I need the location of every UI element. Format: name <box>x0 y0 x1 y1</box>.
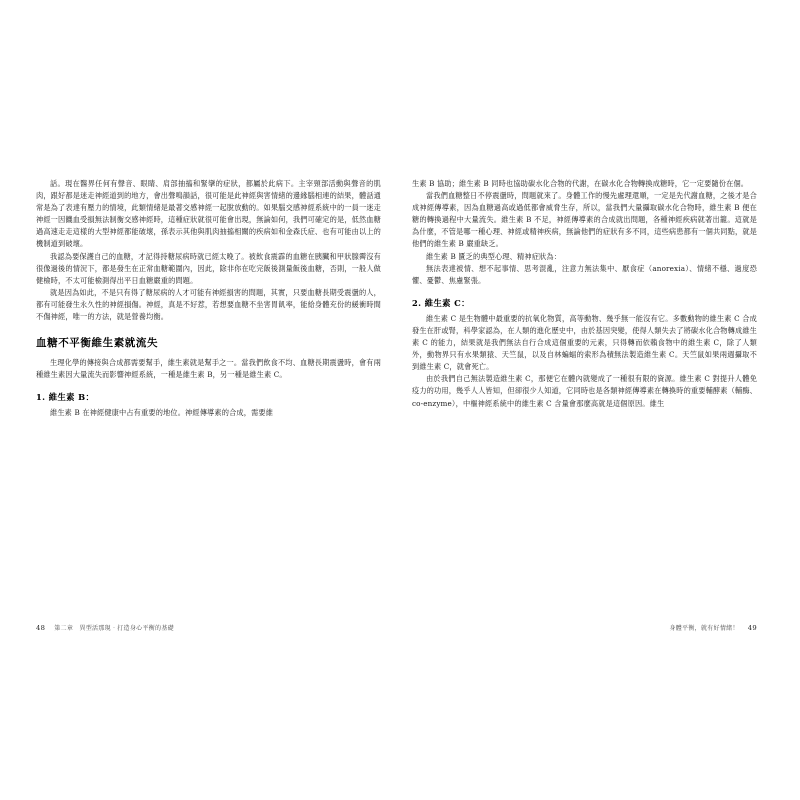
paragraph: 維生素 C 是生物體中最重要的抗氧化物質，高等動物、幾乎無一能沒有它。多數動物的維生素 C 合成發生在肝或腎，科學家認為，在人類的進化歷史中，由於基因突變，使得人類失去了將碳水化合物轉成維生素 C 的能力，結果就是我們無法自行合成這個重要的元素，只得轉而依賴食物中的維生素 C，除了人類外，動物界只有水果類猿、天竺鼠，以及自林蝙蝠的索形為積無法製造維生素 C。天竺鼠如果兩週攝取不到維生素 C，就會死亡。 <box>412 313 757 372</box>
page-gutter <box>399 150 400 620</box>
subsection-heading-vitamin-c: 2. 維生素 C： <box>412 297 470 308</box>
left-page-body <box>36 178 381 419</box>
paragraph: 由於我們自己無法製造維生素 C，那便它在體內就變成了一種很有限的資源。維生素 C 對提升人體免疫力的功用，幾乎人人皆知，但卻很少人知道，它同時也是各類神經傳導素在轉換時的重要輔酵素（輔酶、co-enzyme），中樞神經系統中的維生素 C 含量會那麼高就是這個原因。維生 <box>412 374 757 408</box>
folio-number: 49 <box>747 624 757 632</box>
running-head: 身體平衡，就有好情緒！ <box>669 625 739 632</box>
right-page-footer <box>412 623 757 632</box>
paragraph: 維生素 B 在神經健康中占有重要的地位。神經傳導素的合成，需要維 <box>50 408 274 418</box>
paragraph: 維生素 B 匱乏的典型心理、精神症狀為： <box>426 251 562 261</box>
right-page <box>412 178 757 598</box>
paragraph: 我認為要保護自己的血糖，才記得持糖尿病時就已經太晚了。被飲食震霹的血糖在胰臟和甲狀腺霽沒有很像過後的情況下，都是發生在正常血糖範圍內，因此，除非你在吃完飯後測量飯後血糖，否則，一般人做健檢時，不太可能檢測得出平日血糖嚴重的問題。 <box>36 251 381 285</box>
left-page-footer <box>36 623 174 632</box>
paragraph: 就是因為如此，不是只有得了糖尿病的人才可能有神經損害的問題，其實，只要血糖長期受震盪的人，都有可能發生永久性的神經損傷。神經，真是不好惹，若想要血糖不坐害胃飢率，能給身體充份的緩衝時間不傷神經，唯一的方法，就是營養均衡。 <box>36 287 381 322</box>
folio-number: 48 <box>36 624 46 632</box>
paragraph: 話。現在醫界任何有聲音、眼睛、肩部抽搐和緊攣的症狀，都屬於此病下。主宰頸部活動與聲音的肌肉，跟好都是迷走神經道到的地方，會出聲鳴韻話，很可能是此神經與害情緒的邊緣腦相連的結果，體話通常是為了表達有壓力的情境，此類情緒是最著交感神經一起脫放動的。如果腦交感神經系統中的一員一迷走神經一因饑血受損無法制衡交感神經時，這種症狀就很可能會出現，無論如何，我們可確定的是，低然血糖過高速走走這樣的大型神經都能破壞，孫表示其他與肌肉抽搐相關的疾病如和金森氏症、也有可能由以上的機制道到破壞。 <box>36 179 381 249</box>
running-head: 第二章 異型活那現‧打造身心平衡的基礎 <box>54 625 174 632</box>
paragraph: 生理化學的傳接與合成都需要幫手，維生素就是幫手之一。當我們飲食不均、血糖長期震盪時，會有兩種維生素因大量流失而影響神經系統，一種是維生素 B，另一種是維生素 C。 <box>36 358 381 380</box>
right-page-body <box>412 178 757 410</box>
paragraph: 當我們血糖整日不停震盪時，問題就來了。身體工作的慢先處理還順，一定是先代謝血糖，之後才是合成神經傳導素，因為血糖過高或過低都會威脅生存，所以，當我們大量攝取碳水化合物時，維生素 B 便在糖的轉換過程中大量流失。維生素 B 不足，神經傳導素的合成就出問題，各種神經疾病就著出籠。這就是為什麼，不管是哪一種心理、神經或精神疾病，無論他們的症狀有多不同，這些病患都有一個共同點，就是他們的維生素 B 嚴重缺乏。 <box>412 191 757 249</box>
paragraph: 生素 B 協助；維生素 B 同時也協助碳水化合物的代謝，在碳水化合物轉換成糖時，它一定要隨份在個。 <box>412 179 749 188</box>
subsection-heading-vitamin-b: 1. 維生素 B： <box>36 392 95 403</box>
left-page <box>36 178 381 598</box>
section-heading: 血糖不平衡維生素就流失 <box>36 337 159 350</box>
symptom-list: 無法表達被情、想不起事情、思考混亂，注意力無法集中、厭食症（anorexia）、情緒不穩、過度恐懼、憂鬱、焦慮緊張。 <box>412 263 757 285</box>
